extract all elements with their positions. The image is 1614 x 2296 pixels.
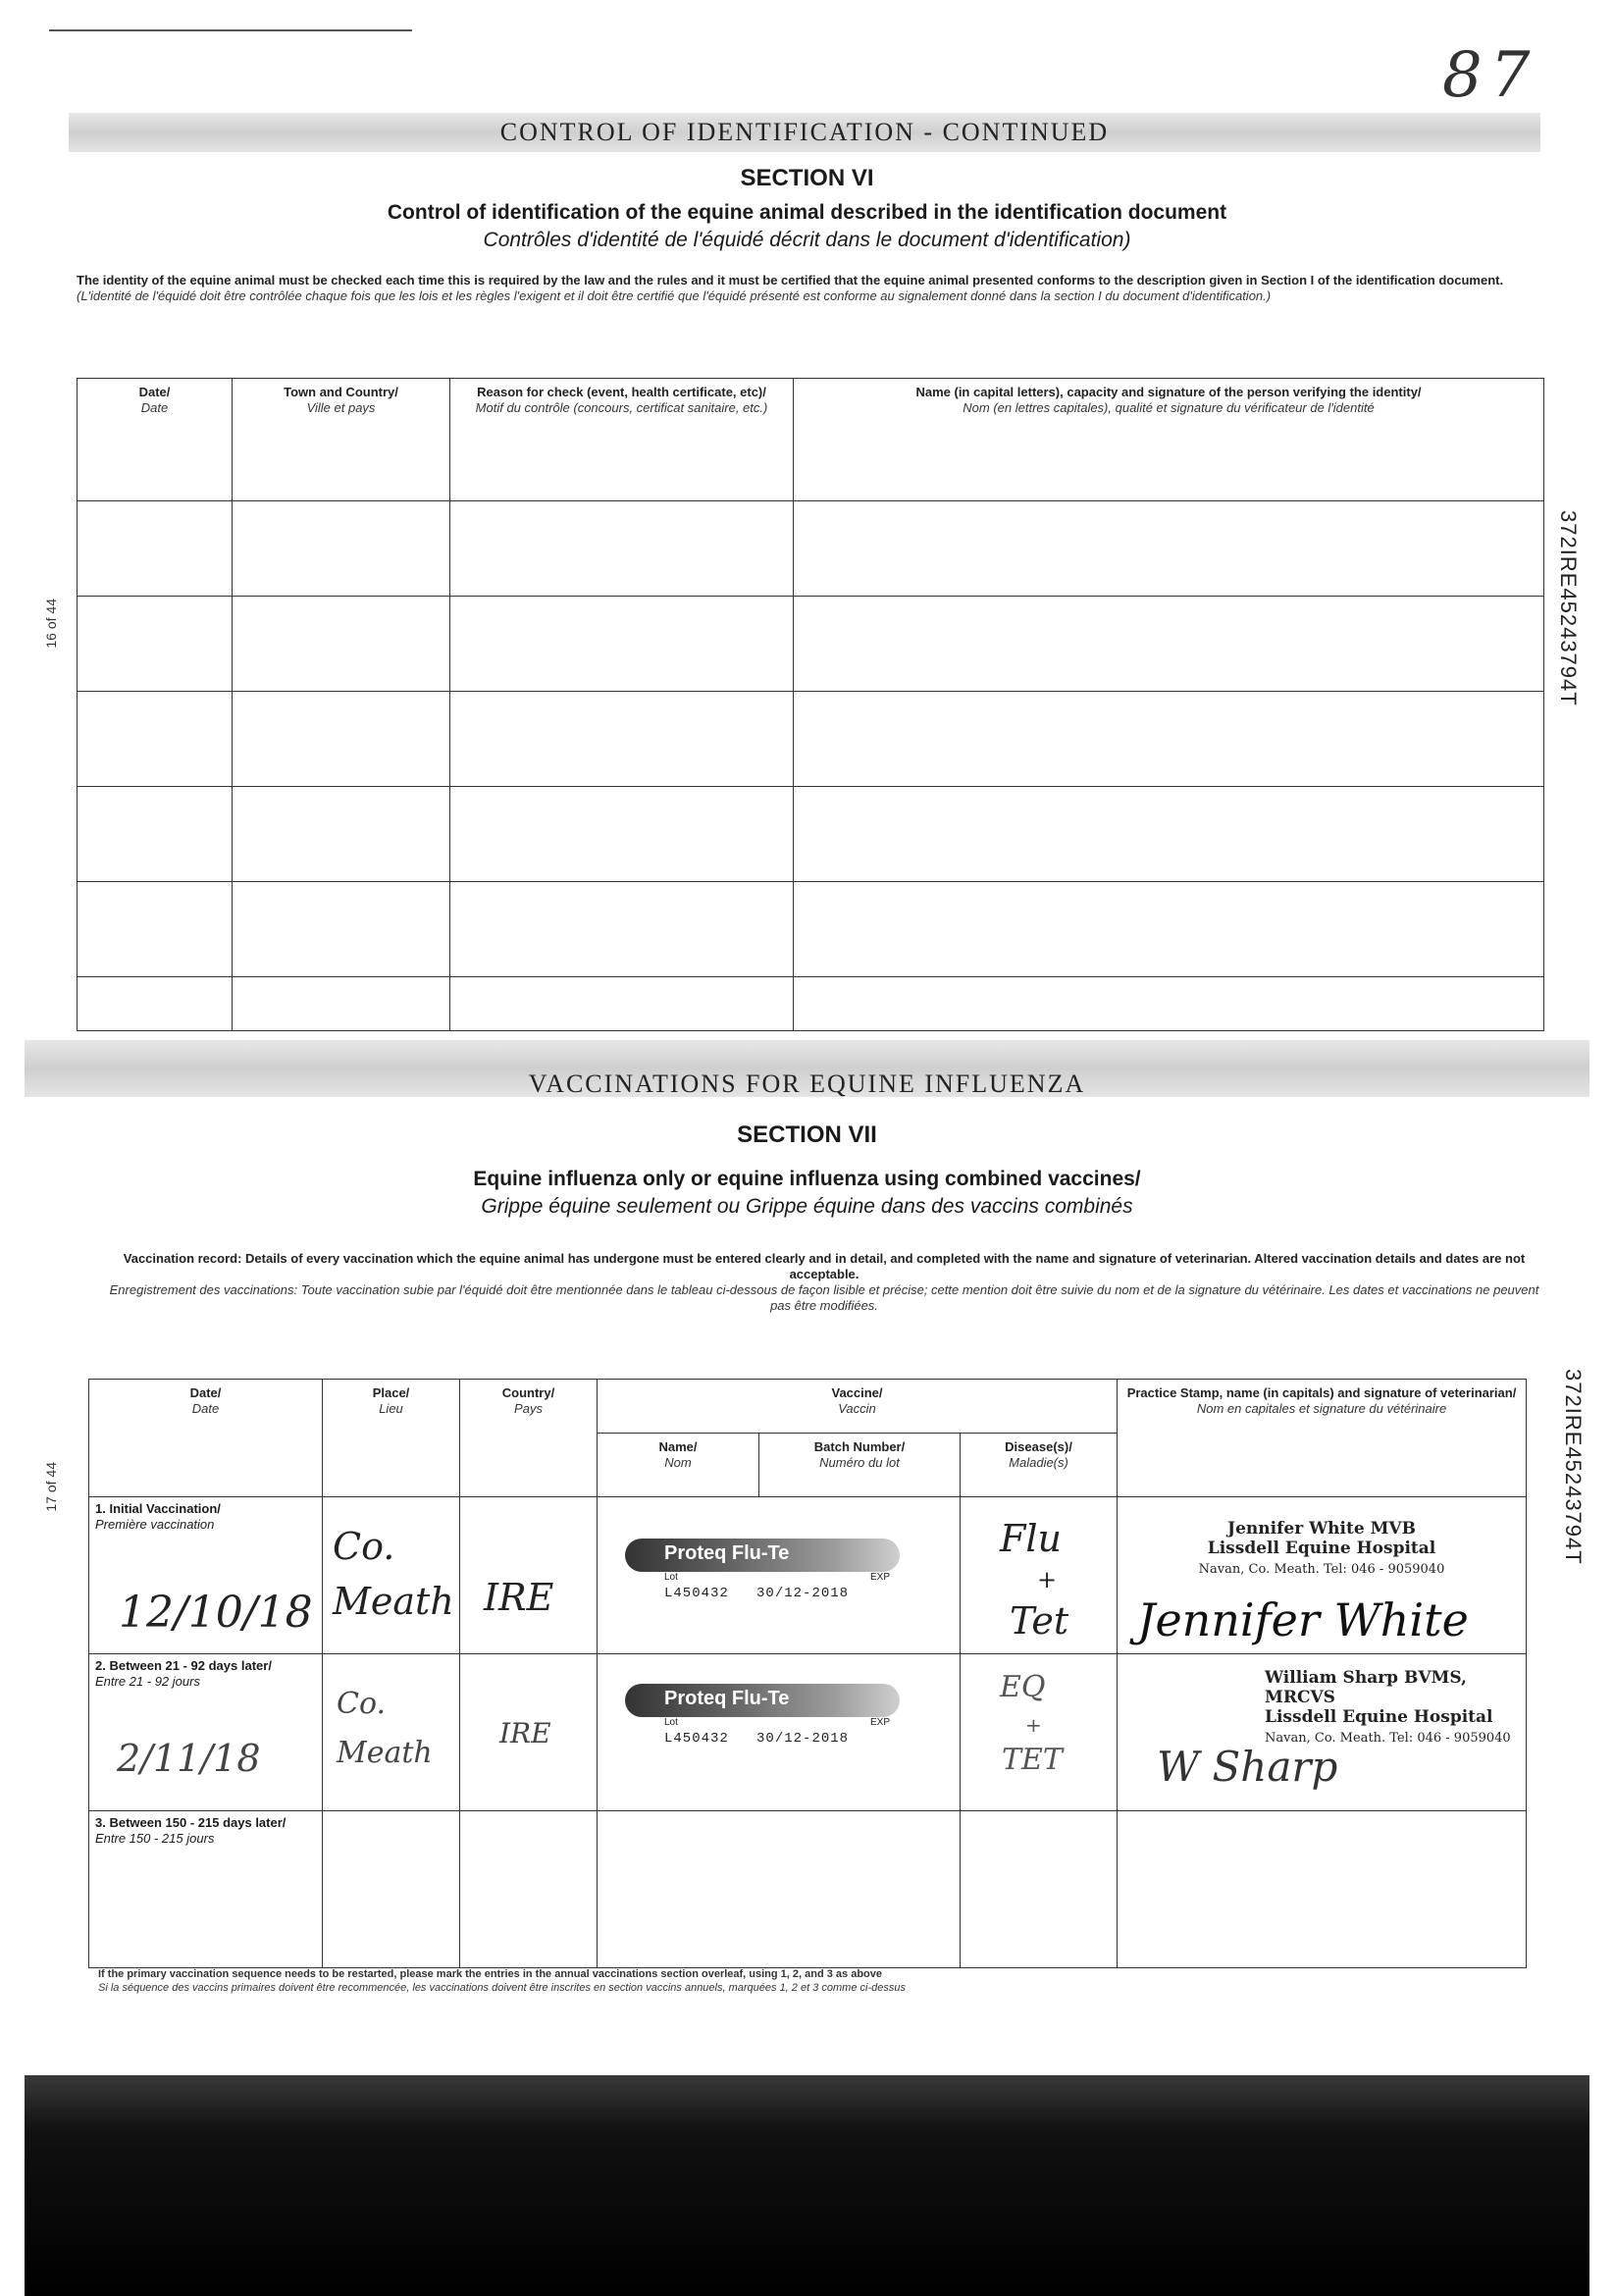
vac-row2-label: 2. Between 21 - 92 days later/ Entre 21 - 92 jours — [95, 1658, 272, 1689]
footnote-fr: Si la séquence des vaccins primaires doivent être recommencée, les vaccinations doivent être inscrites en section vaccins annuels, marquées 1, 2 et 3 comme ci-dessus — [98, 1982, 906, 1994]
section7-intro — [98, 1251, 1550, 1314]
vac-row2-country: IRE — [499, 1717, 551, 1749]
section7-banner — [25, 1040, 1589, 1097]
section7-title-fr: Grippe équine seulement ou Grippe équine dans des vaccins combinés — [481, 1195, 1133, 1218]
vac-row2-label-sticker — [625, 1684, 900, 1747]
vac-row2-batch-expiry: L450432 30/12-2018 — [664, 1731, 850, 1747]
vac-header-row-1 — [89, 1380, 1527, 1434]
section7-title-en: Equine influenza only or equine influenza using combined vaccines/ — [473, 1168, 1141, 1190]
vac-row1-batch-expiry: L450432 30/12-2018 — [664, 1586, 850, 1601]
vac-row2-disease-cell — [961, 1654, 1118, 1811]
vac-header-disease: Disease(s)/ Maladie(s) — [961, 1434, 1118, 1497]
vac-row2-lot-label: Lot — [664, 1717, 678, 1728]
table-row — [78, 977, 1544, 1031]
vac-row1-disease-2: + — [1037, 1566, 1058, 1593]
vac-row2-stamp-cell — [1118, 1654, 1527, 1811]
section6-banner — [69, 113, 1540, 152]
scan-rule — [49, 29, 412, 31]
vac-header-country: Country/ Pays — [460, 1380, 598, 1497]
footnote-en: If the primary vaccination sequence needs to be restarted, please mark the entries in the annual vaccinations section overleaf, using 1, 2, and 3 as above — [98, 1968, 883, 1980]
vac-row2-place: Co. Meath — [337, 1687, 433, 1770]
vac-row1-lot-label: Lot — [664, 1572, 678, 1583]
section6-title-en: Control of identification of the equine animal described in the identification document — [387, 201, 1227, 224]
vac-row1-country: IRE — [484, 1576, 554, 1619]
vac-row3-date-cell — [89, 1811, 323, 1968]
vac-row2-vaccine-name: Proteq Flu-Te — [664, 1688, 790, 1709]
vac-row1-disease-cell — [961, 1497, 1118, 1654]
section7-intro-fr: Enregistrement des vaccinations: Toute vaccination subie par l'équidé doit être mentionnée dans le tableau ci-dessous de façon lisible et précise; cette mention doit être suivie du nom et de la signature du vétérinaire. Les dates et vaccinations ne peuvent pas être modifiées. — [109, 1282, 1539, 1313]
table-row — [78, 597, 1544, 692]
header-reason: Reason for check (event, health certificate, etc)/ Motif du contrôle (concours, certificat sanitaire, etc.) — [450, 379, 794, 501]
section6-title-fr: Contrôles d'identité de l'équidé décrit dans le document d'identification) — [483, 229, 1131, 251]
header-date: Date/ Date — [78, 379, 233, 501]
table-row — [78, 882, 1544, 977]
vac-row1-disease-1: Flu — [1000, 1517, 1062, 1560]
vac-row1-label-sticker — [625, 1539, 900, 1601]
header-verifier: Name (in capital letters), capacity and signature of the person verifying the identity/ Nom (en lettres capitales), qualité et signature du vérificateur de l'identité — [794, 379, 1544, 501]
vac-row3-label: 3. Between 150 - 215 days later/ Entre 150 - 215 jours — [95, 1815, 286, 1846]
vac-row1-label: 1. Initial Vaccination/ Première vaccination — [95, 1501, 221, 1532]
vac-row1-disease-3: Tet — [1010, 1599, 1069, 1643]
section7-intro-en: Vaccination record: Details of every vaccination which the equine animal has undergone must be entered clearly and in detail, and completed with the name and signature of veterinarian. Altered vaccination details and dates are not acceptable. — [123, 1251, 1526, 1281]
vac-row2-country-cell — [460, 1654, 598, 1811]
section6-intro-fr: (L'identité de l'équidé doit être contrôlée chaque fois que les lois et les règles l'exigent et il doit être certifié que l'équidé présenté est conforme au signalement donné dans la section I du document d'identification.) — [77, 288, 1272, 303]
vac-row1-place: Co. Meath — [333, 1525, 454, 1623]
vac-row2-vaccine-cell — [598, 1654, 961, 1811]
vac-header-place: Place/ Lieu — [323, 1380, 460, 1497]
identification-check-table — [77, 378, 1544, 1031]
section7-page-label: 17 of 44 — [43, 1462, 59, 1512]
vac-row1-stamp: Jennifer White MVB Lissdell Equine Hospital Navan, Co. Meath. Tel: 046 - 9059040 — [1198, 1519, 1445, 1577]
handwritten-page-number: 87 — [1442, 39, 1538, 112]
vac-row1-vaccine-cell — [598, 1497, 961, 1654]
vac-row2-stamp: William Sharp BVMS, MRCVS Lissdell Equine Hospital Navan, Co. Meath. Tel: 046 - 9059040 — [1265, 1668, 1511, 1746]
vac-header-vaccine: Vaccine/ Vaccin — [598, 1380, 1118, 1434]
section6-banner-title: CONTROL OF IDENTIFICATION - CONTINUED — [499, 118, 1110, 146]
table-row — [78, 501, 1544, 597]
table-row — [89, 1654, 1527, 1811]
vac-row2-exp-label: EXP — [870, 1717, 891, 1728]
vac-header-date: Date/ Date — [89, 1380, 323, 1497]
section6-intro-en: The identity of the equine animal must be checked each time this is required by the law and the rules and it must be certified that the equine animal presented conforms to the description given in Section I of the identification document. — [77, 273, 1504, 287]
vac-row1-place-cell — [323, 1497, 460, 1654]
table-row — [78, 692, 1544, 787]
vac-row2-disease-3: TET — [1002, 1743, 1063, 1777]
vac-row2-disease-2: + — [1025, 1713, 1042, 1737]
section6-page-label: 16 of 44 — [43, 599, 59, 649]
vac-row1-date: 12/10/18 — [119, 1588, 313, 1638]
section7-banner-title: VACCINATIONS FOR EQUINE INFLUENZA — [528, 1070, 1086, 1098]
vac-row1-exp-label: EXP — [870, 1572, 891, 1583]
vac-row1-vaccine-name: Proteq Flu-Te — [664, 1542, 790, 1564]
section6-intro — [77, 273, 1519, 304]
vac-row2-disease-1: EQ — [1000, 1670, 1046, 1704]
section7-side-id: 372IRE45243794T — [1561, 1369, 1586, 1565]
section7-label: SECTION VII — [737, 1122, 877, 1148]
vac-row1-date-cell — [89, 1497, 323, 1654]
vaccination-table — [88, 1379, 1527, 1968]
vac-header-name: Name/ Nom — [598, 1434, 759, 1497]
vac-row2-date: 2/11/18 — [117, 1737, 261, 1780]
vac-row1-stamp-cell — [1118, 1497, 1527, 1654]
scan-dark-band — [25, 2075, 1589, 2296]
vac-row2-date-cell — [89, 1654, 323, 1811]
table-header-row — [78, 379, 1544, 501]
section6-side-id: 372IRE45243794T — [1556, 510, 1581, 706]
vac-row2-place-cell — [323, 1654, 460, 1811]
vac-row2-signature: W Sharp — [1157, 1743, 1338, 1791]
vac-row1-country-cell — [460, 1497, 598, 1654]
table-row — [89, 1811, 1527, 1968]
footnote — [98, 1967, 1177, 1995]
table-row — [89, 1497, 1527, 1654]
vac-header-batch: Batch Number/ Numéro du lot — [759, 1434, 961, 1497]
vac-header-stamp: Practice Stamp, name (in capitals) and signature of veterinarian/ Nom en capitales et signature du vétérinaire — [1118, 1380, 1527, 1497]
table-row — [78, 787, 1544, 882]
vac-row1-signature: Jennifer White — [1137, 1593, 1469, 1646]
header-town-country: Town and Country/ Ville et pays — [233, 379, 450, 501]
section6-label: SECTION VI — [740, 165, 874, 191]
